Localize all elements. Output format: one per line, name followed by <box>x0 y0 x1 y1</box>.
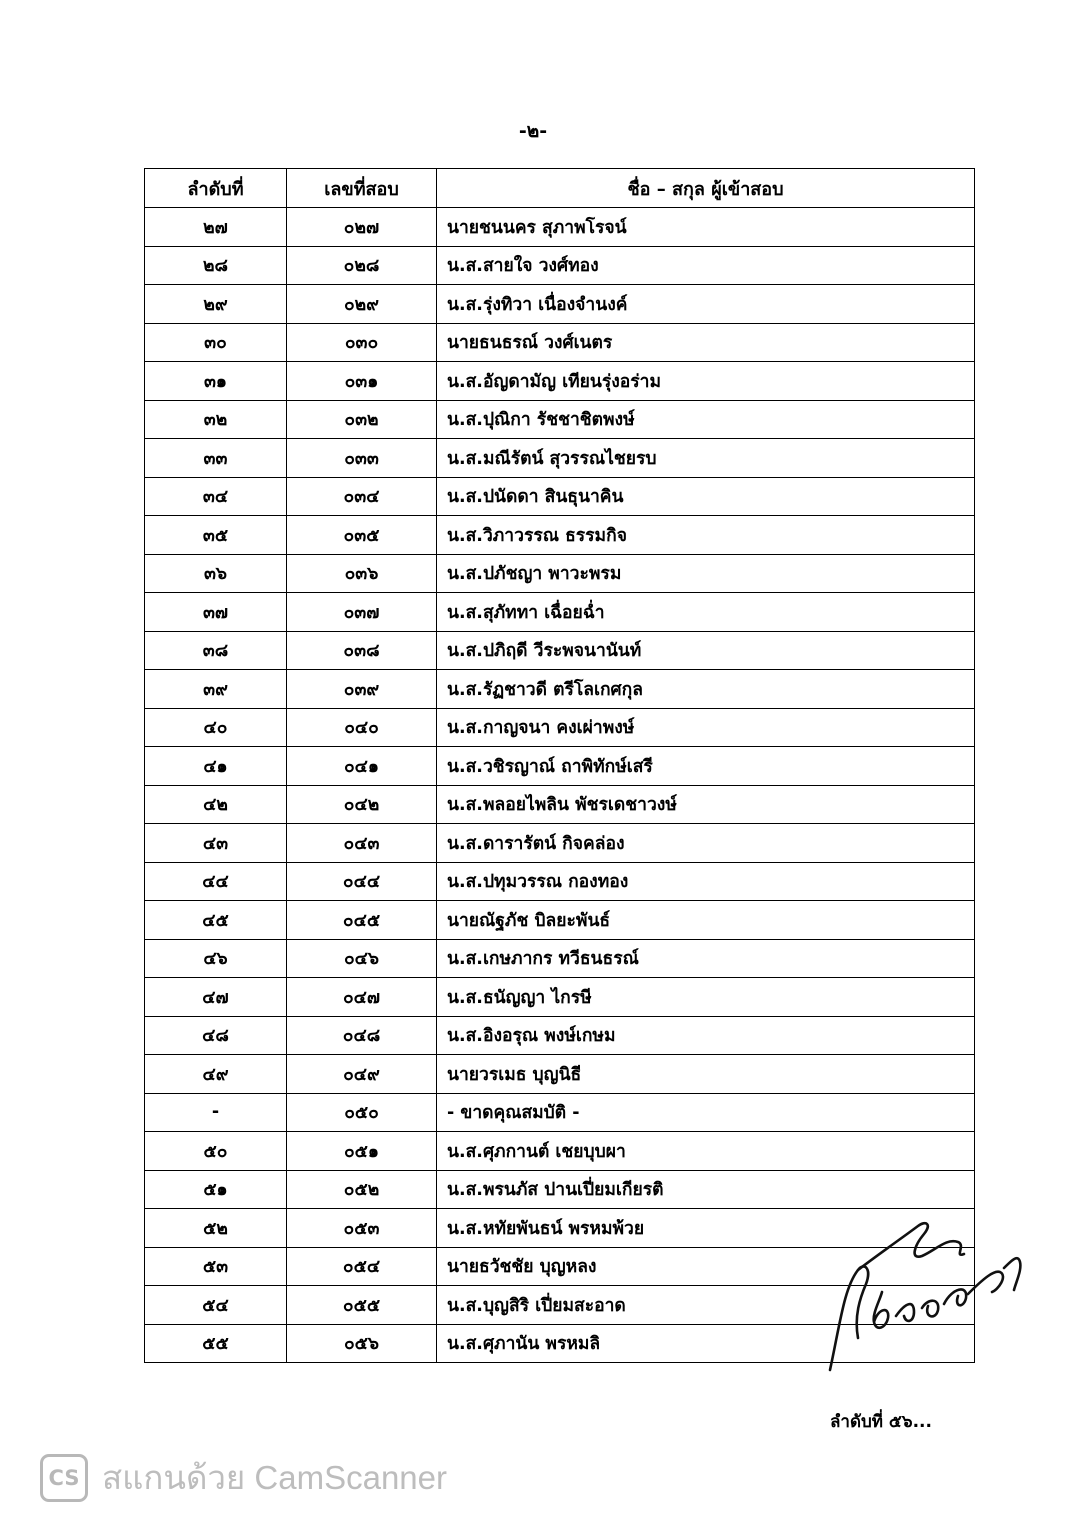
cell-exam-number: ๐๔๔ <box>287 862 437 901</box>
handwritten-signature <box>818 1212 1028 1382</box>
cell-order: - <box>145 1093 287 1132</box>
cell-order: ๒๙ <box>145 285 287 324</box>
table-row <box>145 785 975 824</box>
cell-exam-number: ๐๓๕ <box>287 516 437 555</box>
table-body <box>145 208 975 1363</box>
cell-order: ๔๖ <box>145 939 287 978</box>
cell-candidate-name: น.ส.รุ่งทิวา เนื่องจำนงค์ <box>437 285 975 324</box>
exam-candidates-table <box>144 168 975 1363</box>
cell-order: ๕๕ <box>145 1324 287 1363</box>
cell-candidate-name: น.ส.วชิรญาณ์ ถาพิทักษ์เสรี <box>437 747 975 786</box>
cell-candidate-name: น.ส.เกษภากร ทวีธนธรณ์ <box>437 939 975 978</box>
cell-candidate-name: น.ส.รัฏชาวดี ตรีโลเกศกุล <box>437 670 975 709</box>
table-row <box>145 631 975 670</box>
table-row <box>145 285 975 324</box>
table-header-row <box>145 169 975 208</box>
cell-candidate-name: นายธวัชชัย บุญหลง <box>437 1247 975 1286</box>
next-page-note: ลำดับที่ ๕๖... <box>830 1412 932 1432</box>
cell-order: ๓๕ <box>145 516 287 555</box>
cell-exam-number: ๐๓๖ <box>287 554 437 593</box>
cell-candidate-name: น.ส.อัญดามัญ เทียนรุ่งอร่าม <box>437 362 975 401</box>
cell-candidate-name: น.ส.สุภัททา เฉื่อยฉ่ำ <box>437 593 975 632</box>
table-row <box>145 901 975 940</box>
cell-order: ๕๒ <box>145 1209 287 1248</box>
table-row <box>145 246 975 285</box>
cell-exam-number: ๐๓๘ <box>287 631 437 670</box>
camscanner-watermark-text: สแกนด้วย CamScanner <box>102 1459 448 1496</box>
signature-text: 8 ก.ค. 64 <box>928 1296 973 1307</box>
cell-order: ๔๒ <box>145 785 287 824</box>
table-row <box>145 400 975 439</box>
cell-order: ๒๗ <box>145 208 287 247</box>
cell-candidate-name: น.ส.ศุภานัน พรหมลิ <box>437 1324 975 1363</box>
table-row <box>145 477 975 516</box>
cell-order: ๕๐ <box>145 1132 287 1171</box>
cell-order: ๔๕ <box>145 901 287 940</box>
cell-order: ๓๙ <box>145 670 287 709</box>
cell-order: ๕๔ <box>145 1286 287 1325</box>
camscanner-watermark <box>40 1451 447 1504</box>
camscanner-logo-icon: CS <box>40 1454 88 1502</box>
cell-candidate-name: น.ส.มณีรัตน์ สุวรรณไชยรบ <box>437 439 975 478</box>
cell-candidate-name: - ขาดคุณสมบัติ - <box>437 1093 975 1132</box>
cell-candidate-name: น.ส.ปภิฤดี วีระพจนานันท์ <box>437 631 975 670</box>
cell-order: ๓๒ <box>145 400 287 439</box>
table-row <box>145 747 975 786</box>
cell-order: ๕๓ <box>145 1247 287 1286</box>
table-row <box>145 862 975 901</box>
cell-exam-number: ๐๓๓ <box>287 439 437 478</box>
cell-exam-number: ๐๓๒ <box>287 400 437 439</box>
cell-order: ๓๔ <box>145 477 287 516</box>
cell-order: ๓๓ <box>145 439 287 478</box>
cell-exam-number: ๐๔๗ <box>287 978 437 1017</box>
cell-candidate-name: นายณัฐภัช บิลยะพันธ์ <box>437 901 975 940</box>
cell-exam-number: ๐๓๙ <box>287 670 437 709</box>
cell-exam-number: ๐๔๒ <box>287 785 437 824</box>
cell-order: ๔๓ <box>145 824 287 863</box>
cell-order: ๓๐ <box>145 323 287 362</box>
table-row <box>145 708 975 747</box>
header-order: ลำดับที่ <box>145 169 287 208</box>
cell-exam-number: ๐๒๗ <box>287 208 437 247</box>
table-row <box>145 978 975 1017</box>
cell-candidate-name: น.ส.วิภาวรรณ ธรรมกิจ <box>437 516 975 555</box>
cell-exam-number: ๐๓๐ <box>287 323 437 362</box>
cell-exam-number: ๐๔๐ <box>287 708 437 747</box>
cell-exam-number: ๐๔๑ <box>287 747 437 786</box>
cell-candidate-name: น.ส.อิงอรุณ พงษ์เกษม <box>437 1016 975 1055</box>
table-row <box>145 323 975 362</box>
cell-candidate-name: น.ส.ปนัดดา สินธุนาคิน <box>437 477 975 516</box>
table-row <box>145 593 975 632</box>
cell-order: ๔๔ <box>145 862 287 901</box>
cell-order: ๓๑ <box>145 362 287 401</box>
cell-order: ๓๘ <box>145 631 287 670</box>
table-row <box>145 554 975 593</box>
cell-exam-number: ๐๓๗ <box>287 593 437 632</box>
page-number: -๒- <box>518 120 548 142</box>
cell-exam-number: ๐๔๓ <box>287 824 437 863</box>
table-row <box>145 1016 975 1055</box>
cell-candidate-name: น.ส.กาญจนา คงเผ่าพงษ์ <box>437 708 975 747</box>
cell-order: ๔๑ <box>145 747 287 786</box>
cell-exam-number: ๐๓๔ <box>287 477 437 516</box>
cell-exam-number: ๐๕๑ <box>287 1132 437 1171</box>
cell-exam-number: ๐๒๘ <box>287 246 437 285</box>
table-row <box>145 1055 975 1094</box>
cell-candidate-name: น.ส.ศุภกานต์ เชยบุบผา <box>437 1132 975 1171</box>
cell-order: ๓๖ <box>145 554 287 593</box>
cell-order: ๔๗ <box>145 978 287 1017</box>
cell-candidate-name: น.ส.สายใจ วงศ์ทอง <box>437 246 975 285</box>
cell-exam-number: ๐๕๒ <box>287 1170 437 1209</box>
cell-exam-number: ๐๒๙ <box>287 285 437 324</box>
cell-order: ๔๙ <box>145 1055 287 1094</box>
table-row <box>145 516 975 555</box>
table-row <box>145 670 975 709</box>
table-row <box>145 362 975 401</box>
table-row <box>145 939 975 978</box>
cell-order: ๕๑ <box>145 1170 287 1209</box>
table-row <box>145 1170 975 1209</box>
cell-candidate-name: น.ส.ดารารัตน์ กิจคล่อง <box>437 824 975 863</box>
cell-exam-number: ๐๕๓ <box>287 1209 437 1248</box>
cell-exam-number: ๐๔๕ <box>287 901 437 940</box>
cell-order: ๒๘ <box>145 246 287 285</box>
cell-candidate-name: น.ส.พลอยไพลิน พัชรเดชาวงษ์ <box>437 785 975 824</box>
cell-order: ๔๐ <box>145 708 287 747</box>
table-row <box>145 824 975 863</box>
cell-candidate-name: น.ส.พรนภัส ปานเปี่ยมเกียรติ <box>437 1170 975 1209</box>
cell-exam-number: ๐๕๕ <box>287 1286 437 1325</box>
cell-exam-number: ๐๔๙ <box>287 1055 437 1094</box>
cell-exam-number: ๐๕๖ <box>287 1324 437 1363</box>
cell-candidate-name: นายธนธรณ์ วงศ์เนตร <box>437 323 975 362</box>
cell-exam-number: ๐๔๖ <box>287 939 437 978</box>
cell-candidate-name: น.ส.ปุณิกา รัชชาชิตพงษ์ <box>437 400 975 439</box>
header-exam-number: เลขที่สอบ <box>287 169 437 208</box>
table-header <box>145 169 975 208</box>
cell-candidate-name: นายชนนคร สุภาพโรจน์ <box>437 208 975 247</box>
cell-exam-number: ๐๕๔ <box>287 1247 437 1286</box>
table-row <box>145 1132 975 1171</box>
table-row <box>145 439 975 478</box>
cell-exam-number: ๐๕๐ <box>287 1093 437 1132</box>
table-row <box>145 208 975 247</box>
cell-candidate-name: น.ส.ปภัชญา พาวะพรม <box>437 554 975 593</box>
cell-order: ๓๗ <box>145 593 287 632</box>
cell-candidate-name: น.ส.หทัยพันธน์ พรหมพ้วย <box>437 1209 975 1248</box>
cell-candidate-name: นายวรเมธ บุญนิธี <box>437 1055 975 1094</box>
cell-order: ๔๘ <box>145 1016 287 1055</box>
cell-candidate-name: น.ส.บุญสิริ เปี่ยมสะอาด <box>437 1286 975 1325</box>
cell-exam-number: ๐๓๑ <box>287 362 437 401</box>
cell-candidate-name: น.ส.ปทุมวรรณ กองทอง <box>437 862 975 901</box>
cell-candidate-name: น.ส.ธนัญญา ไกรษี <box>437 978 975 1017</box>
cell-exam-number: ๐๔๘ <box>287 1016 437 1055</box>
table-row <box>145 1093 975 1132</box>
header-candidate-name: ชื่อ – สกุล ผู้เข้าสอบ <box>437 169 975 208</box>
